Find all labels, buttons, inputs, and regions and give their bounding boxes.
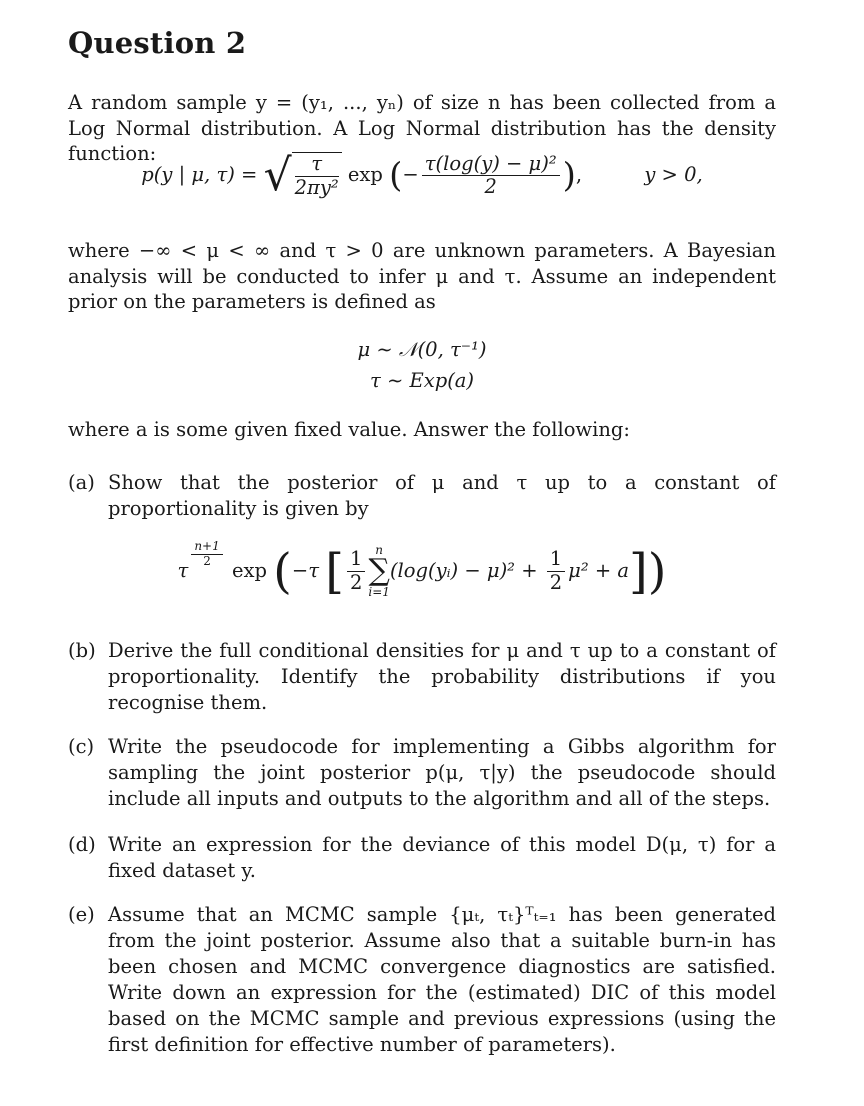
question-title: Question 2 [68,26,247,60]
question-item-a [68,470,776,522]
item-label-d: (d) [68,833,96,856]
right-paren: ) [562,155,576,196]
density-condition: y > 0, [644,163,703,186]
sum-upper-limit: n [375,543,384,558]
item-label-e: (e) [68,903,95,926]
item-text-e: Assume that an MCMC sample {μₜ, τₜ}ᵀₜ₌₁ has been generated from the joint posterior. Assume also that a suitable burn-in has been chosen and MCMC convergence diagnostics are satisfied. Write down an expression for the (estimated) DIC of this model based on the MCMC sample and previous expressions (using the first definition for effective number of parameters). [108,903,776,1056]
question-item-d [68,832,776,884]
density-lhs: p(y | μ, τ) = [141,163,258,186]
half2-denominator: 2 [549,570,563,594]
fixed-value-text: where a is some given fixed value. Answer the following: [68,418,630,441]
summation [368,544,390,598]
exp-fraction [422,153,560,199]
half-numerator: 1 [347,548,365,571]
sqrt-denominator: 2πy² [294,175,339,199]
prior-mu: μ ∼ 𝒩(0, τ⁻¹) [357,338,487,361]
sqrt-term [264,150,342,201]
half-fraction [347,548,365,594]
intro-paragraph: A random sample y = (y₁, ..., yₙ) of size n has been collected from a Log Normal distribution. A Log Normal distribution has the density function: [68,91,776,166]
outer-left-paren: ( [273,543,292,600]
half2-numerator: 1 [547,548,565,571]
posterior-equation [68,540,776,599]
item-text-d: Write an expression for the deviance of this model D(μ, τ) for a fixed dataset y. [108,833,776,882]
posterior-tau: τ [177,558,189,582]
prior-tau: τ ∼ Exp(a) [369,369,475,392]
outer-right-paren: ) [647,543,667,600]
left-paren: ( [389,155,403,196]
right-bracket: ] [629,543,648,600]
sum-lower-limit: i=1 [368,585,390,600]
posterior-minus-tau: −τ [291,558,320,582]
item-text-c: Write the pseudocode for implementing a Gibbs algorithm for sampling the joint posterior p(μ, τ|y) the pseudocode should include all inputs and outputs to the algorithm and all of the steps. [108,735,776,810]
density-equation: p(y | μ, τ) = √ $\frac{\tau}{\text{2πy²}}$ exp (− $\frac{\text{τ(log(y) − μ)²}}{2}$ ), y > 0, [141,150,703,201]
half-fraction-2 [547,548,565,594]
params-paragraph: where −∞ < μ < ∞ and τ > 0 are unknown parameters. A Bayesian analysis will be conducted to infer μ and τ. Assume an independent prior on the parameters is defined as [68,239,776,314]
exponent-denominator: 2 [203,553,211,568]
item-label-b: (b) [68,639,96,662]
item-label-a: (a) [68,471,95,494]
sum-body: (log(yᵢ) − μ)² + [389,558,538,582]
left-bracket: [ [325,543,344,600]
exp-label: exp [347,163,383,186]
exp-numerator: τ(log(y) − μ)² [422,153,560,176]
question-item-e [68,902,776,1058]
sqrt-fraction [295,153,339,199]
item-text-b: Derive the full conditional densities for μ and τ up to a constant of proportionality. Identify the probability distributions if you recognise them. [108,639,776,714]
sqrt-numerator: τ [295,153,339,176]
posterior-tau-exponent [191,540,222,569]
item-text-a: Show that the posterior of μ and τ up to a constant of proportionality is given by [108,471,776,520]
mu-squared-term: μ² + a [568,558,630,582]
question-item-c [68,734,776,812]
question-item-b [68,638,776,716]
item-label-c: (c) [68,735,95,758]
exp-denominator: 2 [484,175,497,198]
posterior-exp-label: exp [231,558,267,582]
exponent-numerator: n+1 [191,540,222,555]
half-denominator: 2 [349,570,363,594]
sqrt-sign: √ [263,150,292,201]
sigma-symbol: ∑ [368,553,390,589]
